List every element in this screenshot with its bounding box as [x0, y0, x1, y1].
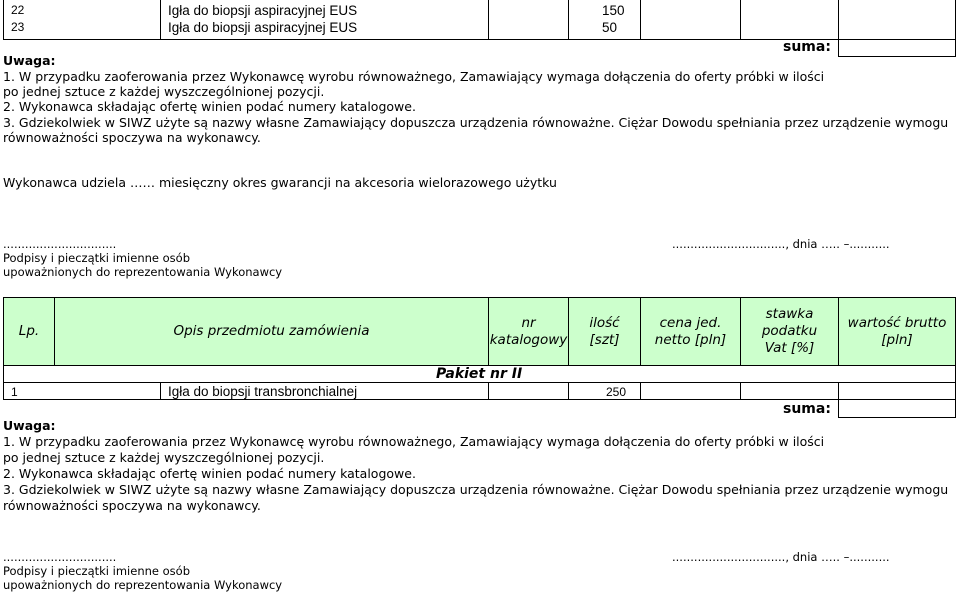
note-line: 2. Wykonawca składając ofertę winien podać numery katalogowe. [3, 466, 416, 481]
table-row-qty: 50 [602, 20, 618, 35]
notes-title: Uwaga: [3, 53, 56, 68]
warranty-statement: Wykonawca udziela …… miesięczny okres gwarancji na akcesoria wielorazowego użytku [3, 175, 557, 190]
table-row-name: Igła do biopsji aspiracyjnej EUS [168, 3, 358, 18]
note-line: po jednej sztuce z każdej wyszczególnionej pozycji. [3, 450, 325, 465]
note-line: 1. W przypadku zaoferowania przez Wykonawcę wyrobu równoważnego, Zamawiający wymaga dołączenia do oferty próbki w ilości [3, 434, 825, 449]
table-row-qty: 150 [602, 3, 625, 18]
signature-dots: ............................... [3, 550, 117, 564]
table-row-lp: 22 [11, 3, 25, 17]
notes-title: Uwaga: [3, 418, 56, 433]
note-line: równoważności spoczywa na wykonawcy. [3, 498, 261, 513]
column-header-vat-rate: stawka podatku Vat [%] [761, 306, 818, 356]
column-header-unit-price: cena jed. netto [pln] [654, 314, 727, 348]
signature-caption: Podpisy i pieczątki imienne osób [3, 564, 190, 578]
table-row-name: Igła do biopsji transbronchialnej [168, 384, 358, 399]
signature-caption: Podpisy i pieczątki imienne osób [3, 251, 190, 265]
signature-caption: upoważnionych do reprezentowania Wykonawcy [3, 578, 283, 592]
column-header-catalog-number: nr katalogowy [489, 314, 568, 348]
suma-label: suma: [783, 401, 831, 417]
column-header-gross-value: wartość brutto [pln] [847, 314, 947, 348]
note-line: 2. Wykonawca składając ofertę winien podać numery katalogowe. [3, 99, 416, 114]
table-row-name: Igła do biopsji aspiracyjnej EUS [168, 20, 358, 35]
note-line: 1. W przypadku zaoferowania przez Wykonawcę wyrobu równoważnego, Zamawiający wymaga dołączenia do oferty próbki w ilości [3, 69, 825, 84]
date-field: ..............................., dnia ….. –........... [672, 550, 890, 564]
date-field: ..............................., dnia ….. –........... [672, 237, 890, 251]
note-line: 3. Gdziekolwiek w SIWZ użyte są nazwy własne Zamawiający dopuszcza urządzenia równoważne. Ciężar Dowodu spełniania przez urządzenie wymogu [3, 482, 949, 497]
note-line: po jednej sztuce z każdej wyszczególnionej pozycji. [3, 84, 325, 99]
column-header-lp: Lp. [18, 323, 40, 339]
package-title: Pakiet nr II [436, 366, 523, 382]
column-header-quantity: ilość [szt] [589, 314, 620, 348]
signature-dots: ............................... [3, 237, 117, 251]
suma-label: suma: [783, 39, 831, 55]
table-row-qty: 250 [606, 385, 627, 399]
table-row-lp: 1 [11, 385, 18, 399]
signature-caption: upoważnionych do reprezentowania Wykonawcy [3, 265, 283, 279]
note-line: równoważności spoczywa na wykonawcy. [3, 130, 261, 145]
table-row-lp: 23 [11, 20, 25, 34]
column-header-description: Opis przedmiotu zamówienia [173, 323, 370, 339]
note-line: 3. Gdziekolwiek w SIWZ użyte są nazwy własne Zamawiający dopuszcza urządzenia równoważne. Ciężar Dowodu spełniania przez urządzenie wymogu [3, 115, 949, 130]
